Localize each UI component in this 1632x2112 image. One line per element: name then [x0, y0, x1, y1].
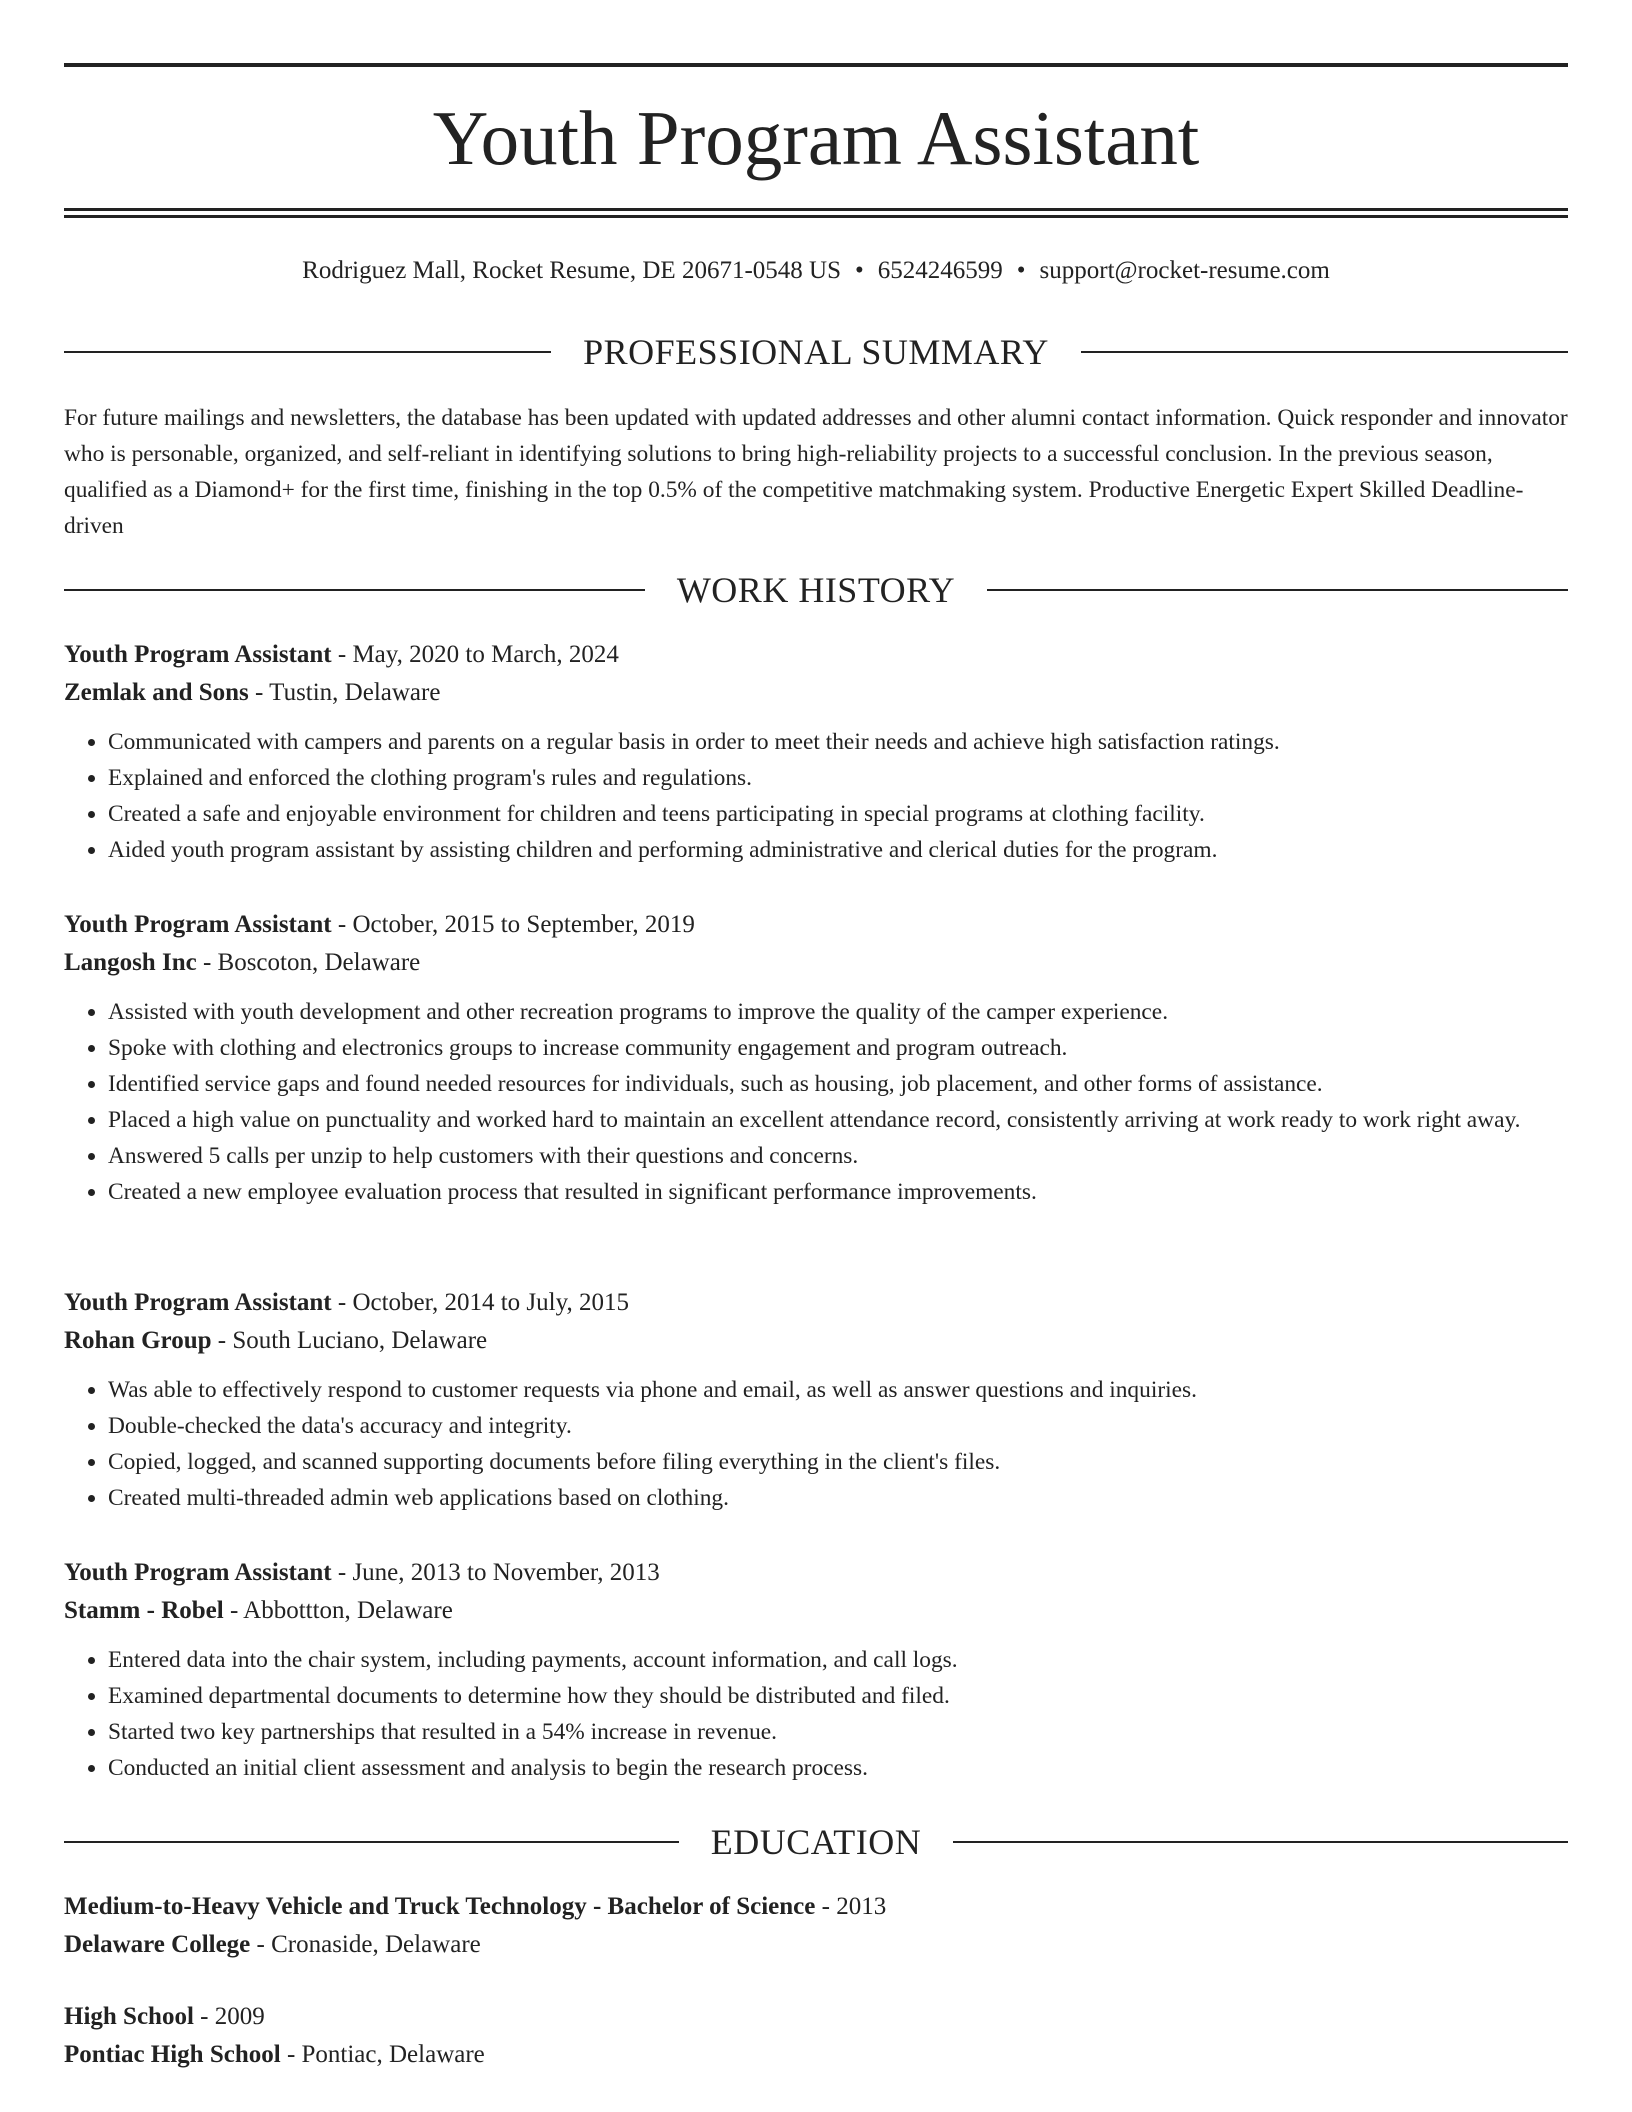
job-dates: - May, 2020 to March, 2024: [331, 641, 619, 668]
education-location: - Cronaside, Delaware: [250, 1931, 481, 1958]
job-company: Zemlak and Sons: [64, 679, 249, 706]
section-title: PROFESSIONAL SUMMARY: [583, 332, 1049, 372]
job-bullets: [64, 1642, 1568, 1786]
heading-rule-right: [953, 1841, 1568, 1843]
job-bullet: • Explained and enforced the clothing program's rules and regulations.: [108, 760, 1568, 796]
job-dates: - October, 2014 to July, 2015: [331, 1289, 629, 1316]
job-location: - South Luciano, Delaware: [211, 1327, 488, 1354]
job-bullet: • Created a new employee evaluation process that resulted in significant performance improvements.: [108, 1174, 1568, 1210]
contact-address: Rodriguez Mall, Rocket Resume, DE 20671-0548 US: [302, 257, 841, 284]
contact-separator: •: [1016, 257, 1026, 284]
contact-phone: 6524246599: [877, 257, 1003, 284]
job-bullet: • Created a safe and enjoyable environment for children and teens participating in special programs at clothing facility.: [108, 796, 1568, 832]
page-title: Youth Program Assistant: [432, 95, 1200, 181]
job-location: - Tustin, Delaware: [248, 679, 441, 706]
section-heading-summary: [64, 330, 1568, 374]
section-title: EDUCATION: [710, 1822, 922, 1862]
job-bullet: • Created multi-threaded admin web applications based on clothing.: [108, 1480, 1568, 1516]
education-year: - 2013: [815, 1893, 887, 1920]
job-company: Stamm - Robel: [64, 1597, 224, 1624]
job-title: Youth Program Assistant: [64, 1559, 332, 1586]
education-degree: High School: [64, 2003, 194, 2030]
job-bullet: • Answered 5 calls per unzip to help customers with their questions and concerns.: [108, 1138, 1568, 1174]
education-school: Pontiac High School: [64, 2041, 281, 2068]
job-company: Langosh Inc: [64, 949, 197, 976]
job-bullets: [64, 994, 1568, 1210]
job-bullet: • Double-checked the data's accuracy and integrity.: [108, 1408, 1568, 1444]
heading-rule-left: [64, 1841, 679, 1843]
job-bullet: • Communicated with campers and parents on a regular basis in order to meet their needs and achieve high satisfaction ratings.: [108, 724, 1568, 760]
job-entry: [64, 906, 1568, 1210]
education-year: - 2009: [193, 2003, 265, 2030]
job-location: - Boscoton, Delaware: [196, 949, 421, 976]
job-location: - Abbottton, Delaware: [223, 1597, 453, 1624]
job-bullet: • Copied, logged, and scanned supporting documents before filing everything in the client's files.: [108, 1444, 1568, 1480]
job-title: Youth Program Assistant: [64, 1289, 332, 1316]
job-dates: - October, 2015 to September, 2019: [331, 911, 695, 938]
job-bullet: • Started two key partnerships that resulted in a 54% increase in revenue.: [108, 1714, 1568, 1750]
job-bullet: • Was able to effectively respond to customer requests via phone and email, as well as answer questions and inquiries.: [108, 1372, 1568, 1408]
contact-separator: •: [855, 257, 864, 284]
job-bullets: [64, 1372, 1568, 1516]
job-bullet: • Spoke with clothing and electronics groups to increase community engagement and program outreach.: [108, 1030, 1568, 1066]
education-entry: [64, 1998, 1568, 2074]
job-title: Youth Program Assistant: [64, 911, 332, 938]
section-heading-work: [64, 568, 1568, 612]
heading-rule-left: [64, 589, 645, 591]
section-title: WORK HISTORY: [676, 570, 956, 610]
job-bullet: • Conducted an initial client assessment and analysis to begin the research process.: [108, 1750, 1568, 1786]
section-heading-education: [64, 1820, 1568, 1864]
job-bullet: • Placed a high value on punctuality and worked hard to maintain an excellent attendance record, consistently arriving at work ready to work right away.: [108, 1102, 1568, 1138]
heading-rule-left: [64, 351, 551, 353]
education-degree: Medium-to-Heavy Vehicle and Truck Technology - Bachelor of Science: [64, 1893, 816, 1920]
job-dates: - June, 2013 to November, 2013: [331, 1559, 660, 1586]
education-school: Delaware College: [64, 1931, 251, 1958]
contact-line: [64, 253, 1568, 289]
job-company: Rohan Group: [64, 1327, 212, 1354]
job-bullet: • Entered data into the chair system, including payments, account information, and call logs.: [108, 1642, 1568, 1678]
header-top-rule: [64, 63, 1568, 67]
job-bullet: • Aided youth program assistant by assisting children and performing administrative and clerical duties for the program.: [108, 832, 1568, 868]
job-title: Youth Program Assistant: [64, 641, 332, 668]
summary-text: For future mailings and newsletters, the database has been updated with updated addresses and other alumni contact information. Quick responder and innovator who is personable, organized, and self-reliant in identifying solutions to bring high-reliability projects to a successful conclusion. In the previous season, qualified as a Diamond+ for the first time, finishing in the top 0.5% of the competitive matchmaking system. Productive Energetic Expert Skilled Deadline-driven: [64, 405, 1568, 539]
job-entry: [64, 1554, 1568, 1786]
education-entry: [64, 1888, 1568, 1964]
heading-rule-right: [1081, 351, 1568, 353]
job-bullet: • Examined departmental documents to determine how they should be distributed and filed.: [108, 1678, 1568, 1714]
job-bullet: • Identified service gaps and found needed resources for individuals, such as housing, job placement, and other forms of assistance.: [108, 1066, 1568, 1102]
job-entry: [64, 1284, 1568, 1516]
job-bullets: [64, 724, 1568, 868]
contact-email: support@rocket-resume.com: [1039, 257, 1330, 284]
job-entry: [64, 636, 1568, 868]
header-double-rule-lower: [64, 215, 1568, 218]
job-bullet: • Assisted with youth development and other recreation programs to improve the quality of the camper experience.: [108, 994, 1568, 1030]
header-double-rule-upper: [64, 208, 1568, 211]
heading-rule-right: [987, 589, 1568, 591]
education-location: - Pontiac, Delaware: [280, 2041, 485, 2068]
